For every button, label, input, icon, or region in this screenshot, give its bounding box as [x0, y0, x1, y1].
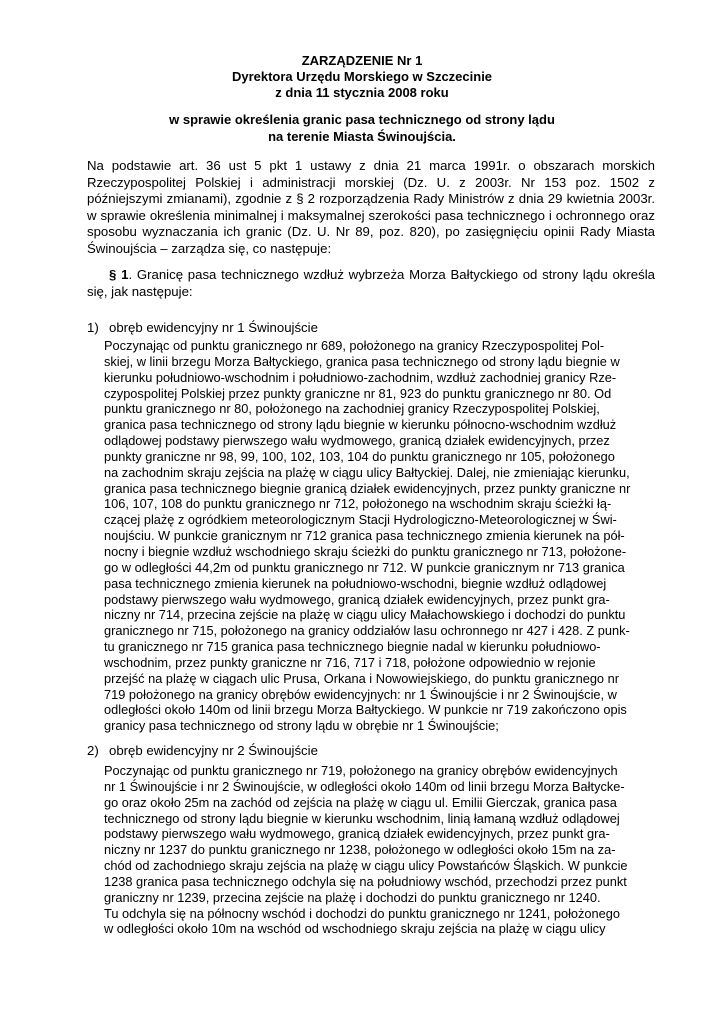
document-date: z dnia 11 stycznia 2008 roku — [275, 85, 449, 100]
body-line: kierunku południowo-wschodnim i południowo-zachodnim, wzdłuż zachodniej granicy Rze- — [104, 369, 617, 385]
item-2-title: obręb ewidencyjny nr 2 Świnoujście — [109, 743, 318, 758]
body-line: czypospolitej Polskiej przez punkty graniczne nr 81, 923 do punktu granicznego nr 80. Od — [104, 385, 612, 401]
document-subject — [0, 112, 724, 145]
body-line: granica pasa technicznego od strony lądu biegnie w kierunku północno-wschodnim wzdłuż — [104, 417, 617, 433]
body-line: granicy pasa technicznego od strony lądu w obrębie nr 1 Świnoujście; — [104, 718, 499, 734]
body-line: granicznego nr 715, położonego na granicy oddziałów lasu ochronnego nr 427 i 428. Z punk- — [104, 623, 630, 639]
body-line: wschodnim, przez punkty graniczne nr 716, 717 i 718, położone odpowiednio w rejonie — [104, 654, 596, 670]
body-line: go oraz około 25m na zachód od zejścia na plażę w ciągu ul. Emilii Gierczak, granica pasa — [104, 794, 617, 810]
body-line: niczny nr 1237 do punktu granicznego nr 1238, położonego w odległości około 15m na za- — [104, 842, 616, 858]
body-line: odlądowej podstawy pierwszego wału wydmowego, granicą działek ewidencyjnych, przez — [104, 433, 610, 449]
item-1-title: obręb ewidencyjny nr 1 Świnoujście — [109, 320, 318, 335]
body-line: punkty graniczne nr 98, 99, 100, 102, 103, 104 do punktu granicznego nr 105, położonego — [104, 448, 615, 464]
item-1-heading — [87, 320, 318, 337]
body-line: nocny i biegnie wzdłuż wschodniego skraju ścieżki do punktu granicznego nr 713, położone- — [104, 543, 627, 559]
body-line: graniczny nr 1239, przecina zejście na plażę i dochodzi do punktu granicznego nr 1240. — [104, 889, 601, 905]
body-line: 719 położonego na granicy obrębów ewidencyjnych: nr 1 Świnoujście i nr 2 Świnoujście, w — [104, 686, 617, 702]
document-header — [0, 53, 724, 101]
body-line: Tu odchyla się na północny wschód i dochodzi do punktu granicznego nr 1241, położonego — [104, 905, 621, 921]
body-line: czącej plażę z ogródkiem meteorologicznym Stacji Hydrologiczno-Meteorologicznej w Świ- — [104, 512, 617, 528]
item-1-body — [104, 338, 655, 734]
item-2-body — [104, 763, 655, 937]
item-2-heading — [87, 743, 318, 760]
item-1-number: 1) — [87, 320, 99, 335]
body-line: Poczynając od punktu granicznego nr 719, położonego na granicy obrębów ewidencyjnych — [104, 763, 618, 778]
body-line: odległości około 140m od linii brzegu Morza Bałtyckiego. W punkcie nr 719 zakończono opis — [104, 702, 627, 718]
body-line: Poczynając od punktu granicznego nr 689, położonego na granicy Rzeczypospolitej Pol- — [104, 338, 605, 353]
section-1-mark: § 1 — [109, 267, 129, 282]
body-line: pasa technicznego zmienia kierunek na południowo-wschodni, biegnie wzdłuż odlądowej — [104, 575, 607, 591]
body-line: nr 1 Świnoujście i nr 2 Świnoujście, w odległości około 140m od linii brzegu Morza Bałtycke- — [104, 778, 625, 794]
body-line: go w odległości 44,2m od punktu granicznego nr 712. W punkcie granicznym nr 713 granica — [104, 559, 625, 575]
intro-paragraph: Na podstawie art. 36 ust 5 pkt 1 ustawy z dnia 21 marca 1991r. o obszarach morskich Rzeczypospolitej Polskiej i administracji morskiej (Dz. U. z 2003r. Nr 153 poz. 1502 z późniejszymi zmianami), zgodnie z § 2 rozporządzenia Rady Ministrów z dnia 29 kwietnia 2003r. w sprawie określenia minimalnej i maksymalnej szerokości pasa technicznego i ochronnego oraz sposobu wyznaczania ich granic (Dz. U. Nr 89, poz. 820), po zasięgnięciu opinii Rady Miasta Świnoujścia – zarządza się, co następuje: — [87, 158, 655, 256]
body-line: noujściu. W punkcie granicznym nr 712 granica pasa technicznego zmienia kierunek na pół- — [104, 528, 625, 544]
body-line: chód od zachodniego skraju zejścia na plażę w ciągu ulicy Powstańców Śląskich. W punkcie — [104, 858, 628, 874]
body-line: na zachodnim skraju zejścia na plażę w ciągu ulicy Bałtyckiej. Dalej, nie zmieniając kierunku, — [104, 464, 630, 480]
section-1-text: . Granicę pasa technicznego wzdłuż wybrzeża Morza Bałtyckiego od strony lądu określa się, jak następuje: — [87, 267, 655, 299]
body-line: skiej, w linii brzegu Morza Bałtyckiego, granica pasa technicznego od strony lądu biegnie w — [104, 353, 620, 369]
body-line: przejść na plażę w ciągach ulic Prusa, Orkana i Nowowiejskiego, do punktu granicznego nr — [104, 670, 619, 686]
body-line: technicznego od strony lądu biegnie w kierunku wschodnim, linią łamaną wzdłuż odlądowej — [104, 810, 620, 826]
body-line: punktu granicznego nr 80, położonego na zachodniej granicy Rzeczypospolitej Polskiej, — [104, 401, 600, 417]
document-title: ZARZĄDZENIE Nr 1 — [301, 53, 423, 68]
body-line: 106, 107, 108 do punktu granicznego nr 712, położonego na wschodnim skraju ścieżki łą- — [104, 496, 612, 512]
subject-line-1: w sprawie określenia granic pasa technicznego od strony lądu — [169, 112, 555, 127]
section-1-paragraph — [87, 267, 655, 300]
body-line: niczny nr 714, przecina zejście na plażę w ciągu ulicy Małachowskiego i dochodzi do punktu — [104, 607, 626, 623]
body-line: podstawy pierwszego wału wydmowego, granicą działek ewidencyjnych, przez punkt gra- — [104, 826, 610, 842]
item-2-number: 2) — [87, 743, 99, 758]
body-line: w odległości około 10m na wschód od wschodniego skraju zejścia na plażę w ciągu ulicy — [104, 921, 606, 937]
body-line: podstawy pierwszego wału wydmowego, granicą działek ewidencyjnych, przez punkt gra- — [104, 591, 610, 607]
subject-line-2: na terenie Miasta Świnoujścia. — [268, 128, 456, 144]
body-line: granica pasa technicznego biegnie granicą działek ewidencyjnych, przez punkty graniczne nr — [104, 480, 631, 496]
body-line: 1238 granica pasa technicznego odchyla się na południowy wschód, przechodzi przez punkt — [104, 873, 627, 889]
body-line: tu granicznego nr 715 granica pasa technicznego biegnie nadal w kierunku południowo- — [104, 639, 601, 655]
document-issuer: Dyrektora Urzędu Morskiego w Szczecinie — [231, 69, 493, 84]
